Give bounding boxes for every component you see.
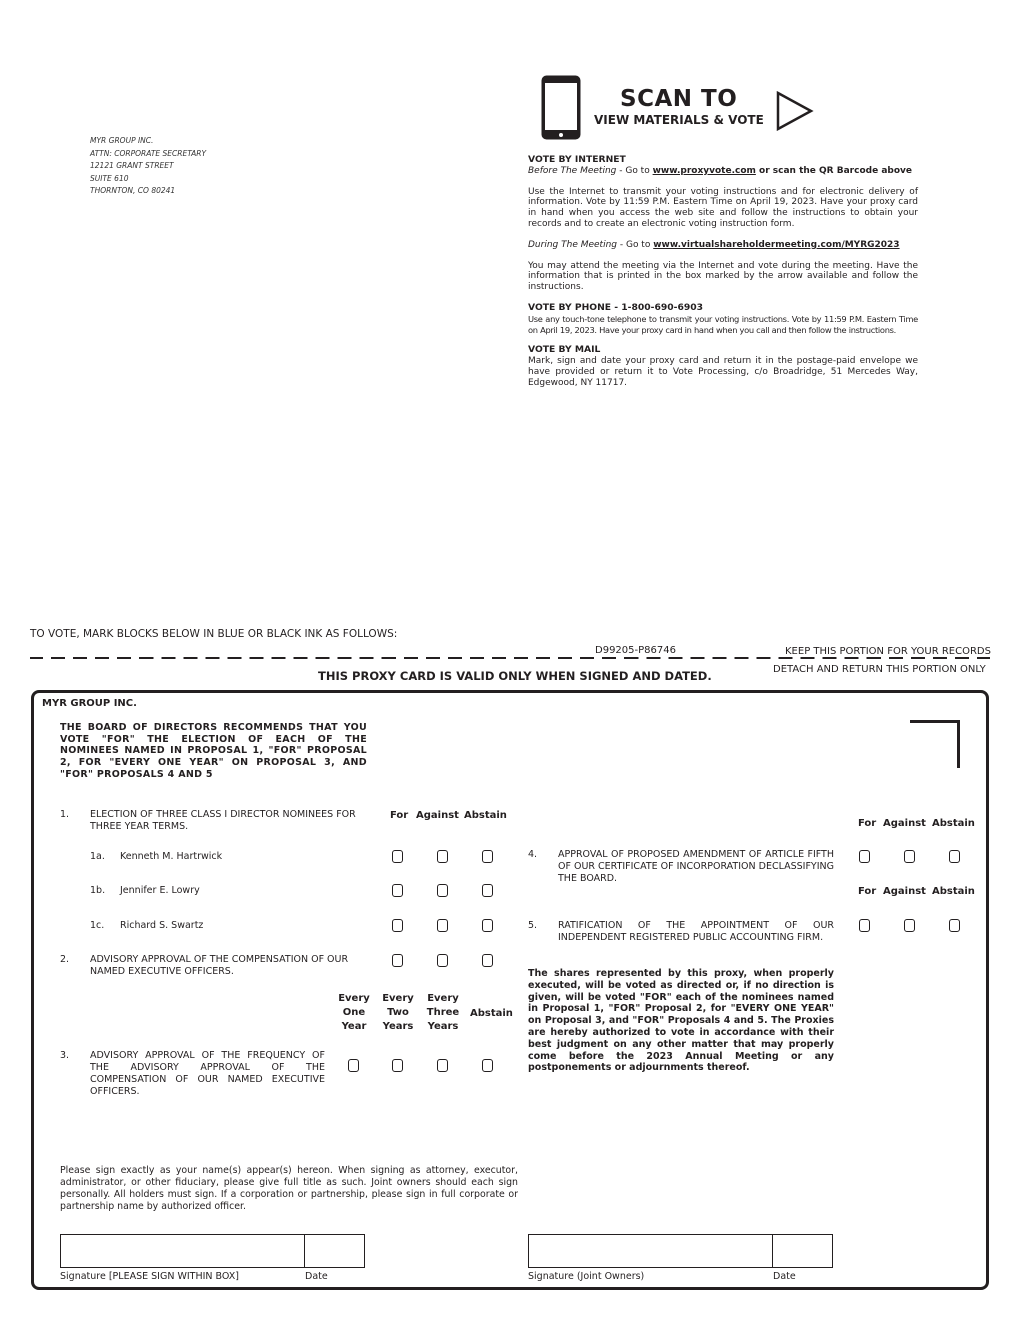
checkbox-1a-against[interactable] [437,850,448,863]
checkbox-5-abstain[interactable] [949,919,960,932]
voting-instructions [528,155,918,399]
nominee-number: 1c. [90,920,105,931]
col-against-4: Against [883,818,926,829]
checkbox-4-for[interactable] [859,850,870,863]
nominee-number: 1b. [90,885,106,896]
board-recommendation: THE BOARD OF DIRECTORS RECOMMENDS THAT YOU VOTE "FOR" THE ELECTION OF EACH OF THE NOMINEES NAMED IN PROPOSAL 1, "FOR" PROPOSAL 2, FOR "EVERY ONE YEAR" ON PROPOSAL 3, AND "FOR" PROPOSALS 4 AND 5 [60,722,367,780]
checkbox-2-for[interactable] [392,954,403,967]
col-for-4: For [858,818,877,829]
before-tail: or scan the QR Barcode above [755,165,912,176]
joint-signature-label: Signature (Joint Owners) [528,1271,645,1282]
checkbox-4-against[interactable] [904,850,915,863]
p1-text: ELECTION OF THREE CLASS I DIRECTOR NOMINEES FOR THREE YEAR TERMS. [90,809,356,832]
signing-instructions: Please sign exactly as your name(s) appear(s) hereon. When signing as attorney, executor, administrator, or other fiduciary, please give full title as such. Joint owners should each sign personally. All holders must sign. If a corporation or partnership, please sign in full corporate or partnership name by authorized officer. [60,1165,518,1212]
mail-heading: VOTE BY MAIL [528,344,601,356]
proxyvote-link[interactable]: www.proxyvote.com [652,165,756,176]
during-go: - Go to [617,239,654,250]
company-name: MYR GROUP INC. [42,698,137,709]
checkbox-3-three-years[interactable] [437,1059,448,1072]
checkbox-1b-against[interactable] [437,884,448,897]
checkbox-4-abstain[interactable] [949,850,960,863]
return-address [90,135,206,198]
checkbox-2-abstain[interactable] [482,954,493,967]
checkbox-3-one-year[interactable] [348,1059,359,1072]
detach-return-label: DETACH AND RETURN THIS PORTION ONLY [773,664,986,675]
address-line: 12121 GRANT STREET [90,161,174,171]
signature-box[interactable] [60,1234,305,1268]
joint-date-label: Date [773,1271,796,1282]
col-every-one-year: Every One Year [338,993,370,1032]
before-label: Before The Meeting [528,165,617,176]
date-box[interactable] [304,1234,365,1268]
p5-text: RATIFICATION OF THE APPOINTMENT OF OUR INDEPENDENT REGISTERED PUBLIC ACCOUNTING FIRM. [558,920,834,943]
date-label: Date [305,1271,328,1282]
p5-number: 5. [528,920,538,931]
checkbox-1c-against[interactable] [437,919,448,932]
checkbox-1a-abstain[interactable] [482,850,493,863]
checkbox-5-against[interactable] [904,919,915,932]
col-every-two-years: Every Two Years [382,993,414,1032]
checkbox-1c-for[interactable] [392,919,403,932]
phone-heading: VOTE BY PHONE - 1-800-690-6903 [528,301,704,313]
p3-number: 3. [60,1050,70,1061]
address-line: THORNTON, CO 80241 [90,186,176,196]
joint-signature-box[interactable] [528,1234,773,1268]
mail-text: Mark, sign and date your proxy card and return it in the postage-paid envelope we have provided or return it to Vote Processing, c/o Broadridge, 51 Mercedes Way, Edgewood, NY 11717. [528,356,918,388]
nominee-name: Jennifer E. Lowry [120,885,200,896]
p1-number: 1. [60,809,70,820]
checkbox-1b-abstain[interactable] [482,884,493,897]
control-code: D99205-P86746 [595,645,676,656]
nominee-name: Richard S. Swartz [120,920,204,931]
smartphone-icon [540,74,582,141]
col-against: Against [416,810,459,821]
checkbox-1c-abstain[interactable] [482,919,493,932]
checkbox-5-for[interactable] [859,919,870,932]
keep-portion-label: KEEP THIS PORTION FOR YOUR RECORDS [785,646,991,657]
virtual-meeting-link[interactable]: www.virtualshareholdermeeting.com/MYRG2023 [653,239,900,250]
before-go: - Go to [616,165,653,176]
nominee-number: 1a. [90,851,105,862]
detach-line [30,657,990,659]
p2-number: 2. [60,954,70,965]
ink-instruction: TO VOTE, MARK BLOCKS BELOW IN BLUE OR BLACK INK AS FOLLOWS: [30,628,398,640]
p4-text: APPROVAL OF PROPOSED AMENDMENT OF ARTICLE FIFTH OF OUR CERTIFICATE OF INCORPORATION DECLASSIFYING THE BOARD. [558,849,834,884]
col-for: For [390,810,409,821]
checkbox-1b-for[interactable] [392,884,403,897]
address-line: ATTN: CORPORATE SECRETARY [90,148,207,158]
during-text: You may attend the meeting via the Internet and vote during the meeting. Have the information that is printed in the box marked by the arrow available and follow the instructions. [528,260,918,293]
arrow-triangle-icon [776,91,814,131]
address-line: MYR GROUP INC. [90,136,154,145]
valid-notice: THIS PROXY CARD IS VALID ONLY WHEN SIGNED AND DATED. [318,669,712,683]
joint-date-box[interactable] [772,1234,833,1268]
col-abstain-freq: Abstain [470,1008,513,1019]
p3-text: ADVISORY APPROVAL OF THE FREQUENCY OF THE ADVISORY APPROVAL OF THE COMPENSATION OF OUR NAMED EXECUTIVE OFFICERS. [90,1050,325,1097]
checkbox-3-two-years[interactable] [392,1059,403,1072]
corner-mark-icon [910,720,960,768]
signature-label: Signature [PLEASE SIGN WITHIN BOX] [60,1271,239,1282]
col-every-three-years: Every Three Years [426,993,460,1032]
internet-text: Use the Internet to transmit your voting instructions and for electronic delivery of information. Vote by 11:59 P.M. Eastern Time on April 19, 2023. Have your proxy card in hand when you access the web site and follow the instructions to obtain your records and to create an electronic voting instruction form. [528,186,918,229]
col-abstain: Abstain [464,810,507,821]
col-for-5: For [858,886,877,897]
checkbox-3-abstain[interactable] [482,1059,493,1072]
col-abstain-5: Abstain [932,886,975,897]
phone-text: Use any touch-tone telephone to transmit your voting instructions. Vote by 11:59 P.M. Eastern Time on April 19, 2023. Have your proxy card in hand when you call and then follow the instructions. [528,313,918,335]
checkbox-1a-for[interactable] [392,850,403,863]
col-against-5: Against [883,886,926,897]
internet-heading: VOTE BY INTERNET [528,154,626,165]
nominee-name: Kenneth M. Hartrwick [120,851,223,862]
proxy-direction-note: The shares represented by this proxy, when properly executed, will be voted as directed or, if no direction is given, will be voted "FOR" each of the nominees named in Proposal 1, "FOR" Proposal 2, for "EVERY ONE YEAR" on Proposal 3, and "FOR" Proposals 4 and 5. The Proxies are hereby authorized to vote in accordance with their best judgment on any other matter that may properly come before the 2023 Annual Meeting or any postponements or adjournments thereof. [528,968,834,1074]
p4-number: 4. [528,849,538,860]
checkbox-2-against[interactable] [437,954,448,967]
col-abstain-4: Abstain [932,818,975,829]
p2-text: ADVISORY APPROVAL OF THE COMPENSATION OF OUR NAMED EXECUTIVE OFFICERS. [90,954,349,977]
scan-title: SCAN TO [620,86,738,112]
during-label: During The Meeting [528,239,617,250]
scan-subtitle: VIEW MATERIALS & VOTE [594,113,764,127]
address-line: SUITE 610 [90,173,129,183]
